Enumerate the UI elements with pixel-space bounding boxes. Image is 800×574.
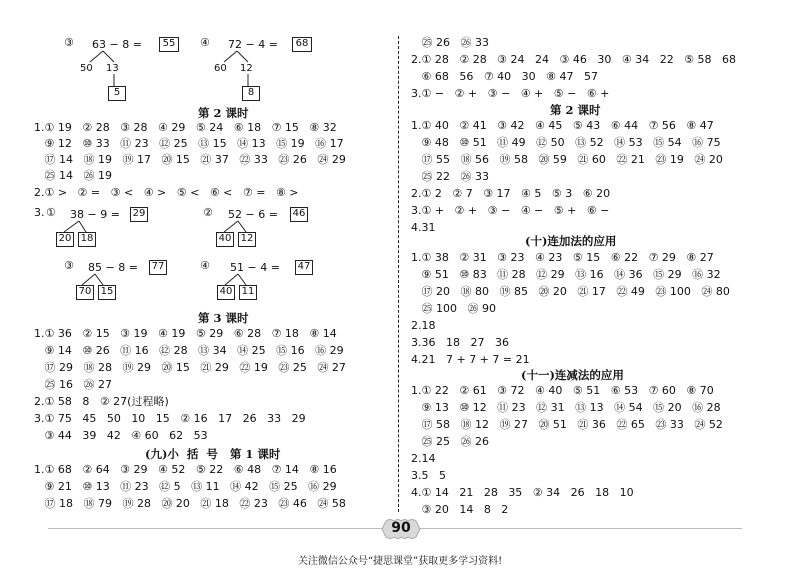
answer-line: ③ 44 39 42 ④ 60 62 53 <box>34 429 208 442</box>
column-divider <box>398 36 399 512</box>
heading-section-10: (十)连加法的应用 <box>525 234 617 248</box>
diagram-equation: 38 − 9 = <box>70 208 120 221</box>
answer-line: 2.① 28 ② 28 ③ 24 24 ③ 46 30 ④ 34 22 ⑤ 58 68 <box>411 53 737 66</box>
split-box: 5 <box>108 86 126 101</box>
split-right: 12 <box>238 232 256 247</box>
answer-box: 55 <box>159 37 179 52</box>
answer-line: 4.31 <box>411 221 436 234</box>
answer-line: 3.① 75 45 50 10 15 ② 16 17 26 33 29 <box>34 412 306 425</box>
answer-line: ⑨ 48 ⑩ 51 ⑪ 49 ⑫ 50 ⑬ 52 ⑭ 53 ⑮ 54 ⑯ 75 <box>411 136 721 149</box>
answer-line: 3.36 18 27 36 <box>411 336 509 349</box>
answer-line: 1.① 38 ② 31 ③ 23 ④ 23 ⑤ 15 ⑥ 22 ⑦ 29 ⑧ 27 <box>411 251 714 264</box>
diagram-equation: 63 − 8 = <box>92 38 142 51</box>
answer-line: ⑨ 21 ⑩ 13 ⑪ 23 ⑫ 5 ⑬ 11 ⑭ 42 ⑮ 25 ⑯ 29 <box>34 480 337 493</box>
diagram-equation: 85 − 8 = <box>88 261 138 274</box>
split-right: 12 <box>240 63 253 74</box>
answer-line: 1.① 40 ② 41 ③ 42 ④ 45 ⑤ 43 ⑥ 44 ⑦ 56 ⑧ 47 <box>411 119 714 132</box>
heading-section-11: (十一)连减法的应用 <box>521 368 624 382</box>
answer-line: 2.① 2 ② 7 ③ 17 ④ 5 ⑤ 3 ⑥ 20 <box>411 187 611 200</box>
diagram-top-4 <box>200 34 370 104</box>
diagram-equation: 51 − 4 = <box>230 261 280 274</box>
diagram-label: ③ <box>64 259 74 272</box>
split-right: 13 <box>106 63 119 74</box>
heading-lesson-3: 第 3 课时 <box>198 311 249 325</box>
diagram-label: ④ <box>200 36 210 49</box>
answer-line: ⑥ 68 56 ⑦ 40 30 ⑧ 47 57 <box>411 70 598 83</box>
answer-line: ⑰ 20 ⑱ 80 ⑲ 85 ⑳ 20 ㉑ 17 ㉒ 49 ㉓ 100 ㉔ 80 <box>411 285 730 298</box>
diagram-equation: 72 − 4 = <box>228 38 278 51</box>
answer-line: 1.① 22 ② 61 ③ 72 ④ 40 ⑤ 51 ⑥ 53 ⑦ 60 ⑧ 70 <box>411 384 714 397</box>
split-left: 40 <box>216 232 234 247</box>
page-number-badge <box>380 517 422 541</box>
split-left: 60 <box>214 63 227 74</box>
answer-line: ㉕ 26 ㉖ 33 <box>411 36 489 49</box>
answer-line: 3.① − ② + ③ − ④ + ⑤ − ⑥ + <box>411 87 610 100</box>
split-left: 70 <box>76 285 94 300</box>
split-box: 8 <box>242 86 260 101</box>
answer-line: 1.① 36 ② 15 ③ 19 ④ 19 ⑤ 29 ⑥ 28 ⑦ 18 ⑧ 14 <box>34 327 337 340</box>
page-number: 90 <box>391 520 411 536</box>
answer-line: 2.① 58 8 ② 27(过程略) <box>34 395 169 408</box>
answer-line: ⑨ 51 ⑩ 83 ⑪ 28 ⑫ 29 ⑬ 16 ⑭ 36 ⑮ 29 ⑯ 32 <box>411 268 721 281</box>
heading-lesson-2: 第 2 课时 <box>550 103 601 117</box>
split-right: 15 <box>98 285 116 300</box>
split-right: 18 <box>78 232 96 247</box>
answer-box: 29 <box>130 207 148 222</box>
split-left: 50 <box>80 63 93 74</box>
answer-line: ⑨ 14 ⑩ 26 ⑪ 16 ⑫ 28 ⑬ 34 ⑭ 25 ⑮ 16 ⑯ 29 <box>34 344 344 357</box>
split-left: 20 <box>56 232 74 247</box>
split-right: 11 <box>239 285 257 300</box>
split-left: 40 <box>217 285 235 300</box>
answer-line: ③ 20 14 8 2 <box>411 503 509 516</box>
answer-box: 68 <box>292 37 312 52</box>
answer-line: 4.21 7 + 7 + 7 = 21 <box>411 353 530 366</box>
answer-line: 2.14 <box>411 452 436 465</box>
answer-line: 3.5 5 <box>411 469 446 482</box>
answer-line: 4.① 14 21 28 35 ② 34 26 18 10 <box>411 486 634 499</box>
answer-box: 47 <box>295 260 313 275</box>
diagram-label: ② <box>203 206 213 219</box>
diagram-label: ④ <box>200 259 210 272</box>
answer-line: ㉕ 100 ㉖ 90 <box>411 302 496 315</box>
answer-line: ㉕ 22 ㉖ 33 <box>411 170 489 183</box>
answer-line: 2.18 <box>411 319 436 332</box>
answer-line: 1.① 68 ② 64 ③ 29 ④ 52 ⑤ 22 ⑥ 48 ⑦ 14 ⑧ 16 <box>34 463 337 476</box>
answer-line: 3.① + ② + ③ − ④ − ⑤ + ⑥ − <box>411 204 610 217</box>
question-3-label: 3. <box>34 206 45 219</box>
answer-line: ⑰ 14 ⑱ 19 ⑲ 17 ⑳ 15 ㉑ 37 ㉒ 33 ㉓ 26 ㉔ 29 <box>34 153 346 166</box>
footer-text: 关注微信公众号“捷思课堂”获取更多学习资料! <box>297 556 503 567</box>
answer-box: 77 <box>149 260 167 275</box>
answer-line: ㉕ 14 ㉖ 19 <box>34 169 112 182</box>
answer-line: 2.① > ② = ③ < ④ > ⑤ < ⑥ < ⑦ = ⑧ > <box>34 186 299 199</box>
answer-line: ⑰ 29 ⑱ 28 ⑲ 29 ⑳ 15 ㉑ 29 ㉒ 19 ㉓ 25 ㉔ 27 <box>34 361 346 374</box>
answer-line: ⑰ 18 ⑱ 79 ⑲ 28 ⑳ 20 ㉑ 18 ㉒ 23 ㉓ 46 ㉔ 58 <box>34 497 346 510</box>
diagram-label: ③ <box>64 36 74 49</box>
heading-lesson-2: 第 2 课时 <box>198 106 249 120</box>
diagram-label: ① <box>46 206 56 219</box>
answer-line: ㉕ 25 ㉖ 26 <box>411 435 489 448</box>
heading-section-9: (九)小 括 号 第 1 课时 <box>145 447 281 461</box>
answer-box: 46 <box>290 207 308 222</box>
diagram-equation: 52 − 6 = <box>228 208 278 221</box>
answer-line: ⑰ 55 ⑱ 56 ⑲ 58 ⑳ 59 ㉑ 60 ㉒ 21 ㉓ 19 ㉔ 20 <box>411 153 723 166</box>
answer-line: ⑨ 13 ⑩ 12 ⑪ 23 ⑫ 31 ⑬ 13 ⑭ 54 ⑮ 20 ⑯ 28 <box>411 401 721 414</box>
answer-line: ⑨ 12 ⑩ 33 ⑪ 23 ⑫ 25 ⑬ 15 ⑭ 13 ⑮ 19 ⑯ 17 <box>34 137 344 150</box>
answer-line: ㉕ 16 ㉖ 27 <box>34 378 112 391</box>
answer-line: ⑰ 58 ⑱ 12 ⑲ 27 ⑳ 51 ㉑ 36 ㉒ 65 ㉓ 33 ㉔ 52 <box>411 418 723 431</box>
answer-line: 1.① 19 ② 28 ③ 28 ④ 29 ⑤ 24 ⑥ 18 ⑦ 15 ⑧ 32 <box>34 121 337 134</box>
